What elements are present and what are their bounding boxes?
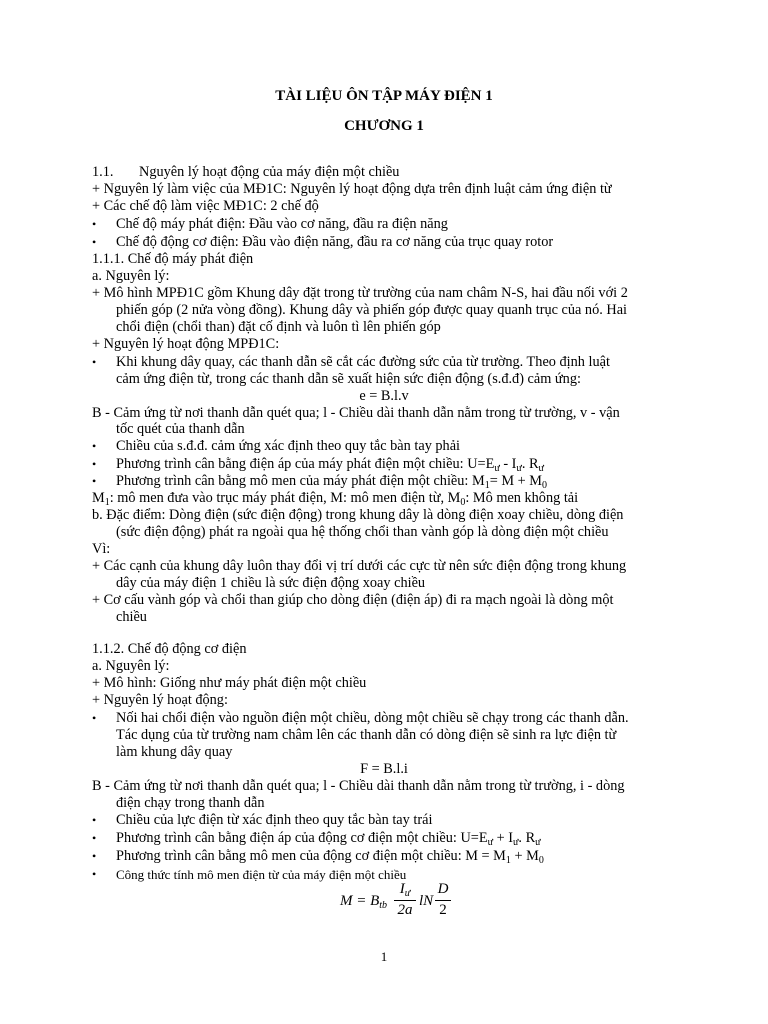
paragraph: Vì: <box>92 541 111 557</box>
fraction-1-denominator: 2a <box>397 902 413 918</box>
subheading: a. Nguyên lý: <box>92 268 170 284</box>
page-number: 1 <box>380 949 388 964</box>
fraction-2-numerator: D <box>437 881 449 897</box>
paragraph: + Các cạnh của khung dây luôn thay đổi vị trí dưới các cực từ nên sức điện động trong khung <box>92 558 627 574</box>
paragraph: chổi điện (chổi than) đặt cố định và luôn tì lên phiến góp <box>116 319 441 335</box>
fraction-2-denominator: 2 <box>439 902 447 918</box>
paragraph: + Nguyên lý làm việc của MĐ1C: Nguyên lý hoạt động dựa trên định luật cảm ứng điện từ <box>92 181 612 197</box>
paragraph: phiến góp (2 nửa vòng đồng). Khung dây và phiến góp được quay quanh trục của nó. Hai <box>116 302 628 318</box>
section-1-1-number: 1.1. <box>92 164 114 180</box>
paragraph: chiều <box>116 609 147 625</box>
fraction-2-bar <box>435 900 451 901</box>
bullet-item: • Phương trình cân bằng mô men của động cơ điện một chiều: $M = M_1 + M_0$ <box>116 848 544 865</box>
bullet-item: • Công thức tính mô men điện từ của máy điện một chiều <box>116 866 406 883</box>
paragraph: + Cơ cấu vành góp và chổi than giúp cho dòng điện (điện áp) đi ra mạch ngoài là dòng một <box>92 592 614 608</box>
bullet-continuation: làm khung dây quay <box>116 744 233 760</box>
bullet-item: • Phương trình cân bằng điện áp của động cơ điện một chiều: $U=E_ư + I_ư$. $R_ư$ <box>116 830 541 847</box>
bullet-item: • Phương trình cân bằng điện áp của máy phát điện một chiều: $U=E_ư - I_ư$. $R_ư$ <box>116 456 544 473</box>
bullet-item: • Phương trình cân bằng mô men của máy phát điện một chiều: $M_1= M + M_0$ <box>116 473 547 490</box>
paragraph: tốc quét của thanh dẫn <box>116 421 245 437</box>
chapter-heading: CHƯƠNG 1 <box>344 118 424 134</box>
section-1-1-heading: Nguyên lý hoạt động của máy điện một chiều <box>139 164 400 180</box>
paragraph: $M_1$: mô men đưa vào trục máy phát điện, M: mô men điện từ, $M_0$: Mô men không tải <box>92 490 579 508</box>
paragraph: b. Đặc điểm: Dòng điện (sức điện động) trong khung dây là dòng điện xoay chiều, dòng điện <box>92 507 624 523</box>
equation-force: F = B.l.i <box>360 761 408 777</box>
paragraph: điện chạy trong thanh dẫn <box>116 795 265 811</box>
paragraph: + Các chế độ làm việc MĐ1C: 2 chế độ <box>92 198 319 214</box>
bullet-continuation: Tác dụng của từ trường nam châm lên các thanh dẫn có dòng điện sẽ sinh ra lực điện từ <box>116 727 617 743</box>
bullet-item: • Khi khung dây quay, các thanh dẫn sẽ cắt các đường sức của từ trường. Theo định luật <box>116 354 610 371</box>
bullet-item: • Chế độ động cơ điện: Đầu vào điện năng, đầu ra cơ năng của trục quay rotor <box>116 234 553 251</box>
paragraph: (sức điện động) phát ra ngoài qua hệ thống chổi than vành góp là dòng điện một chiều <box>116 524 609 540</box>
paragraph: dây của máy điện 1 chiều là sức điện động xoay chiều <box>116 575 426 591</box>
paragraph: B - Cảm ứng từ nơi thanh dẫn quét qua; l - Chiều dài thanh dẫn nằm trong từ trường, i - dòng <box>92 778 625 794</box>
paragraph: + Mô hình: Giống như máy phát điện một chiều <box>92 675 367 691</box>
paragraph: + Nguyên lý hoạt động: <box>92 692 228 708</box>
formula-middle: lN <box>419 893 434 909</box>
fraction-1-bar <box>394 900 416 901</box>
paragraph: + Mô hình MPĐ1C gồm Khung dây đặt trong từ trường của nam châm N-S, hai đầu nối với 2 <box>92 285 628 301</box>
subheading: a. Nguyên lý: <box>92 658 170 674</box>
paragraph: + Nguyên lý hoạt động MPĐ1C: <box>92 336 280 352</box>
formula-lhs: $M = B_{tb}$ <box>340 893 388 911</box>
bullet-item: • Nối hai chổi điện vào nguồn điện một chiều, dòng một chiều sẽ chạy trong các thanh dẫn. <box>116 710 629 727</box>
subsection-1-1-1-heading: 1.1.1. Chế độ máy phát điện <box>92 251 254 267</box>
bullet-item: • Chiều của lực điện từ xác định theo quy tắc bàn tay trái <box>116 812 432 829</box>
subsection-1-1-2-heading: 1.1.2. Chế độ động cơ điện <box>92 641 247 657</box>
document-title: TÀI LIỆU ÔN TẬP MÁY ĐIỆN 1 <box>275 88 493 104</box>
paragraph: B - Cảm ứng từ nơi thanh dẫn quét qua; l - Chiều dài thanh dẫn nằm trong từ trường, v - vận <box>92 405 620 421</box>
bullet-item: • Chiều của s.đ.đ. cảm ứng xác định theo quy tắc bàn tay phải <box>116 438 460 455</box>
bullet-continuation: cảm ứng điện từ, trong các thanh dẫn sẽ xuất hiện sức điện động (s.đ.đ) cảm ứng: <box>116 371 581 387</box>
fraction-1-numerator: $I_ư$ <box>399 881 411 899</box>
equation-emf: e = B.l.v <box>359 388 409 404</box>
bullet-item: • Chế độ máy phát điện: Đầu vào cơ năng, đầu ra điện năng <box>116 216 448 233</box>
